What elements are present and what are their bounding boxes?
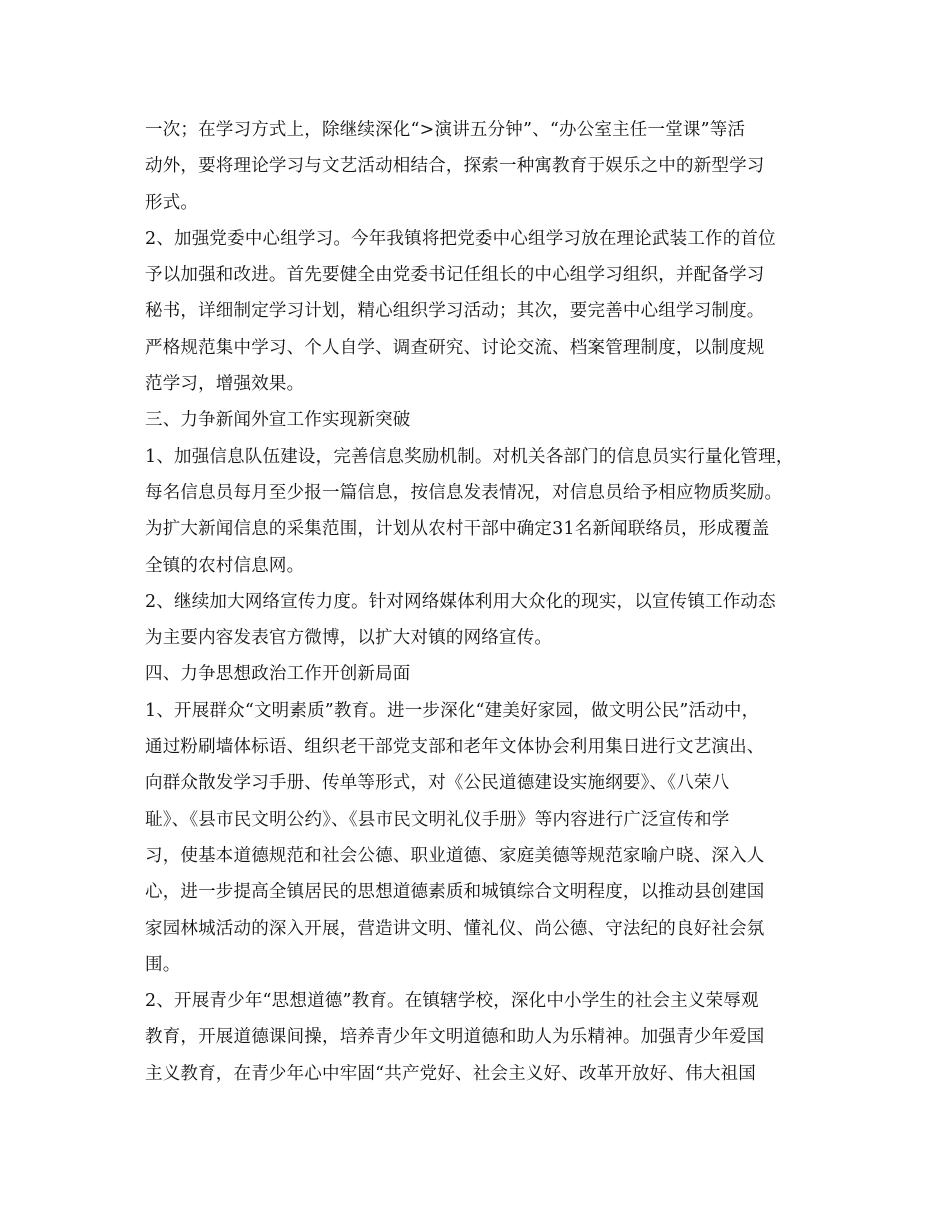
text-line: 1、加强信息队伍建设，完善信息奖励机制。对机关各部门的信息员实行量化管理， — [145, 446, 794, 467]
text-line: 2、加强党委中心组学习。今年我镇将把党委中心组学习放在理论武装工作的首位 — [145, 228, 776, 249]
text-line: 家园林城活动的深入开展，营造讲文明、懂礼仪、尚公德、守法纪的良好社会氛 — [145, 918, 765, 939]
section-heading: 四、力争思想政治工作开创新局面 — [145, 664, 411, 685]
text-line: 主义教育，在青少年心中牢固“共产党好、社会主义好、改革开放好、伟大祖国 — [145, 1063, 756, 1084]
text-line: 动外，要将理论学习与文艺活动相结合，探索一种寓教育于娱乐之中的新型学习 — [145, 156, 765, 177]
text-line: 范学习，增强效果。 — [145, 374, 305, 395]
document-body — [145, 112, 835, 1092]
text-line: 教育，开展道德课间操，培养青少年文明道德和助人为乐精神。加强青少年爱国 — [145, 1027, 765, 1048]
text-line: 为扩大新闻信息的采集范围，计划从农村干部中确定31名新闻联络员，形成覆盖 — [145, 519, 770, 540]
text-line: 1、开展群众“文明素质”教育。进一步深化“建美好家园，做文明公民”活动中， — [145, 700, 760, 721]
text-line: 为主要内容发表官方微博，以扩大对镇的网络宣传。 — [145, 628, 553, 649]
section-heading: 三、力争新闻外宣工作实现新突破 — [145, 410, 411, 431]
text-line: 围。 — [145, 954, 181, 975]
text-line: 予以加强和改进。首先要健全由党委书记任组长的中心组学习组织，并配备学习 — [145, 265, 765, 286]
text-line: 全镇的农村信息网。 — [145, 555, 305, 576]
text-line: 向群众散发学习手册、传单等形式，对《公民道德建设实施纲要》、《八荣八 — [145, 773, 730, 794]
text-line: 严格规范集中学习、个人自学、调查研究、讨论交流、档案管理制度，以制度规 — [145, 337, 765, 358]
text-line: 每名信息员每月至少报一篇信息，按信息发表情况，对信息员给予相应物质奖励。 — [145, 482, 783, 503]
text-line: 习，使基本道德规范和社会公德、职业道德、家庭美德等规范家喻户晓、深入人 — [145, 845, 765, 866]
text-line: 心，进一步提高全镇居民的思想道德素质和城镇综合文明程度，以推动县创建国 — [145, 882, 765, 903]
text-line: 秘书，详细制定学习计划，精心组织学习活动；其次，要完善中心组学习制度。 — [145, 301, 765, 322]
text-line: 2、继续加大网络宣传力度。针对网络媒体利用大众化的现实，以宣传镇工作动态 — [145, 591, 776, 612]
text-line: 2、开展青少年“思想道德”教育。在镇辖学校，深化中小学生的社会主义荣辱观 — [145, 991, 759, 1012]
text-line: 耻》、《县市民文明公约》、《县市民文明礼仪手册》等内容进行广泛宣传和学 — [145, 809, 730, 830]
text-line: 形式。 — [145, 192, 199, 213]
text-line: 通过粉刷墙体标语、组织老干部党支部和老年文体协会利用集日进行文艺演出、 — [145, 737, 765, 758]
text-line: 一次；在学习方式上，除继续深化“>演讲五分钟”、“办公室主任一堂课”等活 — [145, 120, 746, 140]
